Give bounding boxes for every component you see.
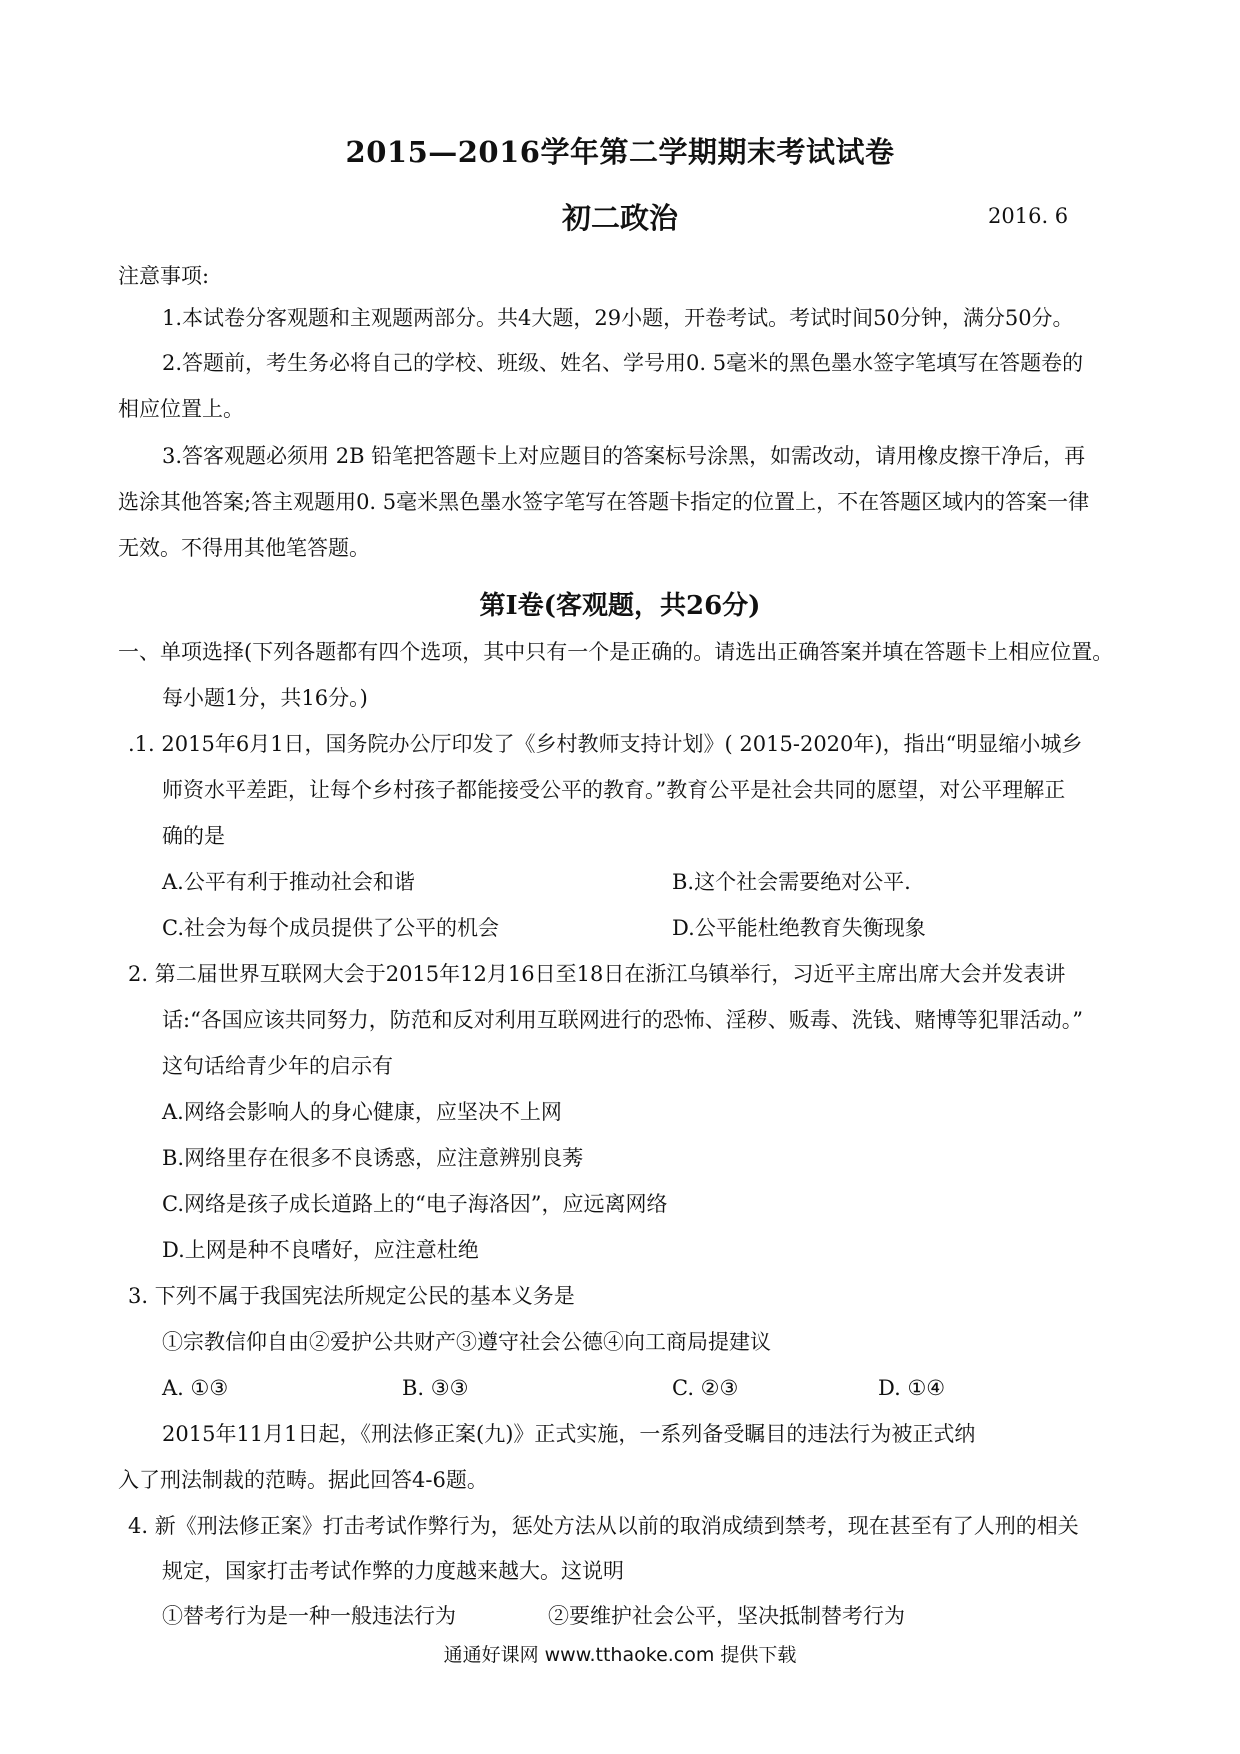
q2-line2: 话:“各国应该共同努力，防范和反对利用互联网进行的恐怖、淫秽、贩毒、洗钱、赌博等犯罪活动。” <box>162 1008 1084 1032</box>
note-item-3-line3: 无效。不得用其他笔答题。 <box>118 536 370 560</box>
note-item-1: 1.本试卷分客观题和主观题两部分。共4大题，29小题，开卷考试。考试时间50分钟，满分50分。 <box>162 306 1074 330</box>
q4-item-1: ①替考行为是一种一般违法行为 <box>162 1604 456 1628</box>
q2-option-d: D.上网是种不良嗜好，应注意杜绝 <box>162 1238 479 1262</box>
q2-line1: 2. 第二届世界互联网大会于2015年12月16日至18日在浙江乌镇举行，习近平主席出席大会并发表讲 <box>128 962 1066 986</box>
section-instruction-line1: 一、单项选择(下列各题都有四个选项，其中只有一个是正确的。请选出正确答案并填在答题卡上相应位置。 <box>118 640 1114 664</box>
q1-line1: .1. 2015年6月1日，国务院办公厅印发了《乡村教师支持计划》( 2015-2020年)，指出“明显缩小城乡 <box>128 732 1083 756</box>
note-item-3-line2: 选涂其他答案;答主观题用0. 5毫米黑色墨水签字笔写在答题卡指定的位置上，不在答题区域内的答案一律 <box>118 490 1090 514</box>
q3-option-a: A. ①③ <box>162 1376 229 1400</box>
q1-options-row2 <box>162 914 1162 942</box>
section-instruction-line2: 每小题1分，共16分。) <box>162 686 368 710</box>
exam-date: 2016. 6 <box>988 204 1069 228</box>
q3-line1: 3. 下列不属于我国宪法所规定公民的基本义务是 <box>128 1284 575 1308</box>
exam-title: 2015—2016学年第二学期期末考试试卷 <box>345 135 895 169</box>
q3-options-row <box>162 1374 1162 1402</box>
q2-option-b: B.网络里存在很多不良诱惑，应注意辨别良莠 <box>162 1146 584 1170</box>
subject-title: 初二政治 <box>561 201 678 235</box>
q4-item-2: ②要维护社会公平，坚决抵制替考行为 <box>548 1604 905 1628</box>
q2-line3: 这句话给青少年的启示有 <box>162 1054 393 1078</box>
note-item-3-line1: 3.答客观题必须用 2B 铅笔把答题卡上对应题目的答案标号涂黑，如需改动，请用橡皮擦干净后，再 <box>162 444 1086 468</box>
q4-line2: 规定，国家打击考试作弊的力度越来越大。这说明 <box>162 1559 624 1583</box>
notes-heading: 注意事项: <box>118 264 210 288</box>
q1-line2: 师资水平差距，让每个乡村孩子都能接受公平的教育。”教育公平是社会共同的愿望，对公平理解正 <box>162 778 1066 802</box>
q3-option-c: C. ②③ <box>672 1376 739 1400</box>
passage-line1: 2015年11月1日起，《刑法修正案(九)》正式实施，一系列备受瞩目的违法行为被正式纳 <box>162 1422 976 1446</box>
note-item-2-line2: 相应位置上。 <box>118 397 244 421</box>
q2-option-c: C.网络是孩子成长道路上的“电子海洛因”，应远离网络 <box>162 1192 668 1216</box>
q2-option-a: A.网络会影响人的身心健康，应坚决不上网 <box>162 1100 562 1124</box>
q1-line3: 确的是 <box>162 824 225 848</box>
section-title: 第I卷(客观题，共26分) <box>479 591 761 621</box>
q3-option-d: D. ①④ <box>878 1376 946 1400</box>
q1-option-d: D.公平能杜绝教育失衡现象 <box>672 916 926 940</box>
q1-option-a: A.公平有利于推动社会和谐 <box>162 870 415 894</box>
passage-line2: 入了刑法制裁的范畴。据此回答4-6题。 <box>118 1468 488 1492</box>
q3-option-b: B. ③③ <box>402 1376 469 1400</box>
q4-items-row <box>162 1602 1162 1630</box>
note-item-2-line1: 2.答题前，考生务必将自己的学校、班级、姓名、学号用0. 5毫米的黑色墨水签字笔填写在答题卷的 <box>162 351 1084 375</box>
q1-option-c: C.社会为每个成员提供了公平的机会 <box>162 916 499 940</box>
q3-line2: ①宗教信仰自由②爱护公共财产③遵守社会公德④向工商局提建议 <box>162 1330 771 1354</box>
q1-option-b: B.这个社会需要绝对公平. <box>672 870 911 894</box>
footer-source: 通通好课网 www.tthaoke.com 提供下载 <box>443 1644 797 1666</box>
q1-options-row1 <box>162 868 1162 896</box>
q4-line1: 4. 新《刑法修正案》打击考试作弊行为，惩处方法从以前的取消成绩到禁考，现在甚至有了人刑的相关 <box>128 1514 1079 1538</box>
